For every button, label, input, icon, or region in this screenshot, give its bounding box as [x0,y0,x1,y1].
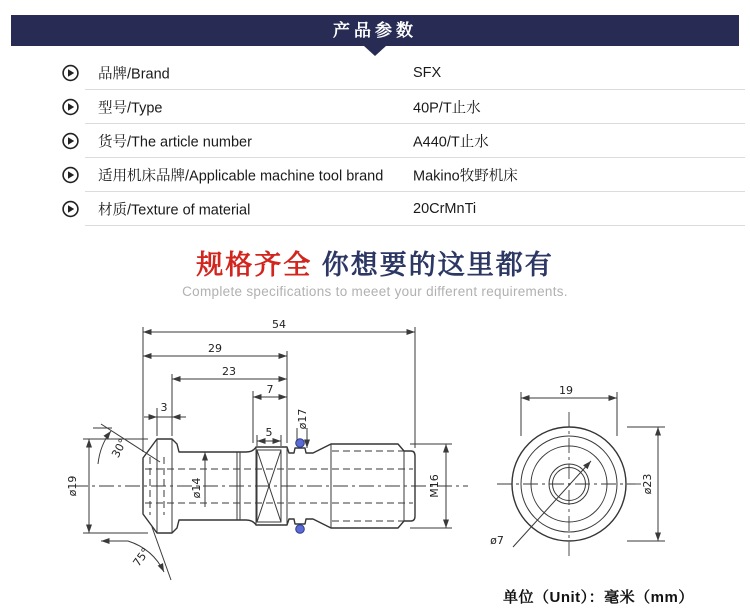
dim-label-30deg: 30° [109,436,130,460]
spec-value: SFX [413,65,442,81]
dim-label-23: 23 [222,365,236,378]
dim-29 [143,342,287,356]
dim-label-19: 19 [559,384,573,397]
dim-dia14 [190,452,205,507]
spec-value: 40P/T止水 [413,100,481,117]
dim-label-dia17: ø17 [296,408,309,430]
dim-label-54: 54 [272,318,286,331]
dim-width19 [521,384,617,436]
slogan-highlight: 规格齐全 [196,250,313,280]
spec-label: 货号/The article number [98,134,252,151]
dim-label-dia7: ø7 [490,534,504,547]
slogan-subtitle: Complete specifications to meeet your different requirements. [182,284,568,299]
dim-angle75 [101,527,171,580]
dim-label-dia14: ø14 [190,477,203,499]
dim-label-7: 7 [266,383,274,396]
spec-value: Makino牧野机床 [413,168,518,185]
dim-23 [172,365,287,379]
slogan-rest: 你想要的这里都有 [312,250,554,280]
spec-label: 品牌/Brand [98,66,170,83]
dim-label-75deg: 75° [130,545,153,570]
dim-total-length [143,318,415,332]
dim-label-dia23: ø23 [641,473,654,495]
pull-stud-end-view [490,384,665,556]
dim-label-m16: M16 [428,474,441,498]
o-ring-bottom [296,525,305,534]
dim-7 [253,383,287,397]
spec-label: 型号/Type [98,100,163,117]
spec-value: A440/T止水 [413,134,489,151]
spec-label: 材质/Texture of material [98,202,251,219]
section-title: 产品参数 [333,21,417,40]
dim-5 [257,426,281,441]
dim-label-3: 3 [160,401,168,414]
spec-value: 20CrMnTi [413,201,477,217]
dim-3 [144,401,186,417]
pull-stud-side-view [66,318,468,580]
dim-label-5: 5 [265,426,273,439]
spec-label: 适用机床品牌/Applicable machine tool brand [98,168,384,185]
dim-label-29: 29 [208,342,222,355]
unit-note: 单位（Unit）：毫米（mm） [503,589,694,606]
dim-label-dia19: ø19 [66,475,79,497]
